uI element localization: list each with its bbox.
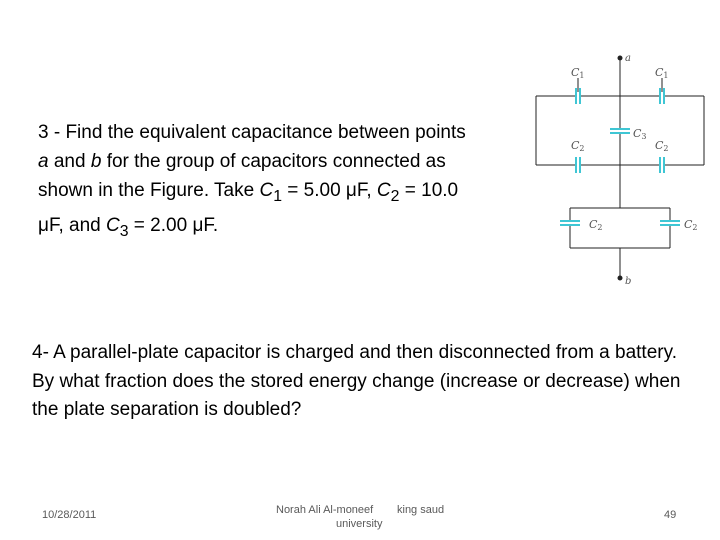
author-name: Norah Ali Al-moneef xyxy=(276,504,374,516)
university-line-2: university xyxy=(336,518,383,530)
label-b: b xyxy=(625,276,632,287)
question-4-text: 4- A parallel-plate capacitor is charged and then disconnected from a battery. By what fraction does the stored energy change (increase or decrease) when the plate separation is doubled? xyxy=(32,342,681,420)
capacitor-circuit-diagram xyxy=(530,48,710,293)
label-c2-lower-left: C2 xyxy=(589,218,603,232)
label-c1-left: C1 xyxy=(571,66,585,80)
terminal-b xyxy=(618,276,623,281)
footer-date: 10/28/2011 xyxy=(42,509,97,521)
university-line-1: king saud xyxy=(397,504,445,516)
label-c2-upper-left: C2 xyxy=(571,139,585,153)
label-a: a xyxy=(625,53,631,64)
question-3-text: 3 - Find the equivalent capacitance between points a and b for the group of capacitors connected as shown in the Figure. Take $C_1 = 5.00$ μF, $C_2 = 10.0$ μF, and $C_3 = 2.00$ μF. xyxy=(38,122,466,240)
footer-author xyxy=(276,503,445,531)
terminal-a xyxy=(618,56,623,61)
page-number: 49 xyxy=(664,509,677,521)
label-c2-lower-right: C2 xyxy=(684,218,698,232)
label-c2-upper-right: C2 xyxy=(655,139,669,153)
label-c1-right: C1 xyxy=(655,66,669,80)
label-c3-mid: C3 xyxy=(633,127,647,141)
